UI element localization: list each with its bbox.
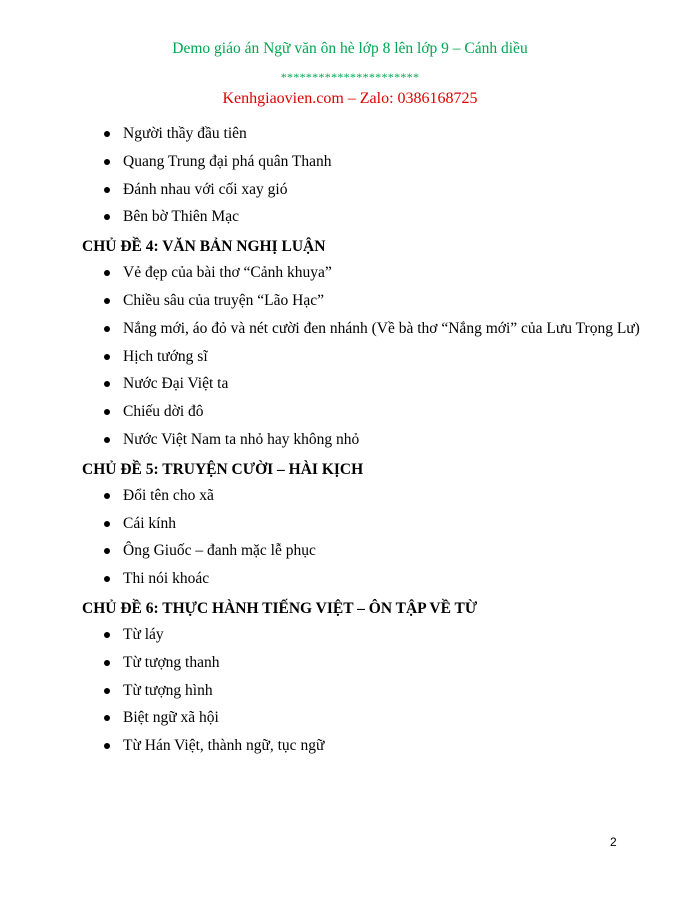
list-item: Đổi tên cho xã	[82, 482, 642, 510]
bullet-icon	[104, 493, 110, 499]
bullet-icon	[104, 159, 110, 165]
list-item: Từ Hán Việt, thành ngữ, tục ngữ	[82, 732, 642, 760]
list-item: Nước Việt Nam ta nhỏ hay không nhỏ	[82, 426, 642, 454]
list-item: Ông Giuốc – đanh mặc lễ phục	[82, 537, 642, 565]
list-item: Chiều sâu của truyện “Lão Hạc”	[82, 287, 642, 315]
section-heading-topic-6: CHỦ ĐỀ 6: THỰC HÀNH TIẾNG VIỆT – ÔN TẬP VỀ TỪ	[82, 599, 478, 617]
list-item: Hịch tướng sĩ	[82, 343, 642, 371]
bullet-icon	[104, 743, 110, 749]
bullet-icon	[104, 381, 110, 387]
list-topic-5	[82, 482, 642, 593]
page-number: 2	[610, 835, 617, 849]
list-item: Quang Trung đại phá quân Thanh	[82, 148, 642, 176]
bullet-icon	[104, 548, 110, 554]
header-title: Demo giáo án Ngữ văn ôn hè lớp 8 lên lớp 9 – Cánh diều	[172, 40, 528, 57]
bullet-icon	[104, 715, 110, 721]
bullet-icon	[104, 632, 110, 638]
bullet-icon	[104, 660, 110, 666]
bullet-icon	[104, 270, 110, 276]
section-heading-topic-5: CHỦ ĐỀ 5: TRUYỆN CƯỜI – HÀI KỊCH	[82, 460, 364, 478]
list-item: Vẻ đẹp của bài thơ “Cảnh khuya”	[82, 259, 642, 287]
bullet-icon	[104, 437, 110, 443]
list-item: Nước Đại Việt ta	[82, 370, 642, 398]
bullet-icon	[104, 326, 110, 332]
list-item: Nắng mới, áo đỏ và nét cười đen nhánh (Về bà thơ “Nắng mới” của Lưu Trọng Lư)	[82, 315, 642, 343]
list-item: Chiếu dời đô	[82, 398, 642, 426]
bullet-icon	[104, 354, 110, 360]
header-stars-divider: **********************	[280, 70, 420, 84]
document-body	[82, 120, 642, 760]
bullet-icon	[104, 131, 110, 137]
bullet-icon	[104, 409, 110, 415]
bullet-icon	[104, 187, 110, 193]
list-continued	[82, 120, 642, 231]
bullet-icon	[104, 214, 110, 220]
bullet-icon	[104, 688, 110, 694]
section-heading-topic-4: CHỦ ĐỀ 4: VĂN BẢN NGHỊ LUẬN	[82, 238, 326, 256]
list-item: Biệt ngữ xã hội	[82, 704, 642, 732]
bullet-icon	[104, 521, 110, 527]
list-topic-6	[82, 621, 642, 760]
list-item: Từ láy	[82, 621, 642, 649]
list-item: Cái kính	[82, 510, 642, 538]
list-item: Từ tượng thanh	[82, 649, 642, 677]
list-item: Thi nói khoác	[82, 565, 642, 593]
list-item: Từ tượng hình	[82, 677, 642, 705]
bullet-icon	[104, 298, 110, 304]
list-item: Người thầy đầu tiên	[82, 120, 642, 148]
list-item: Đánh nhau với cối xay gió	[82, 176, 642, 204]
header-site-contact: Kenhgiaovien.com – Zalo: 0386168725	[222, 90, 478, 107]
bullet-icon	[104, 576, 110, 582]
list-item: Bên bờ Thiên Mạc	[82, 203, 642, 231]
list-topic-4	[82, 259, 642, 454]
